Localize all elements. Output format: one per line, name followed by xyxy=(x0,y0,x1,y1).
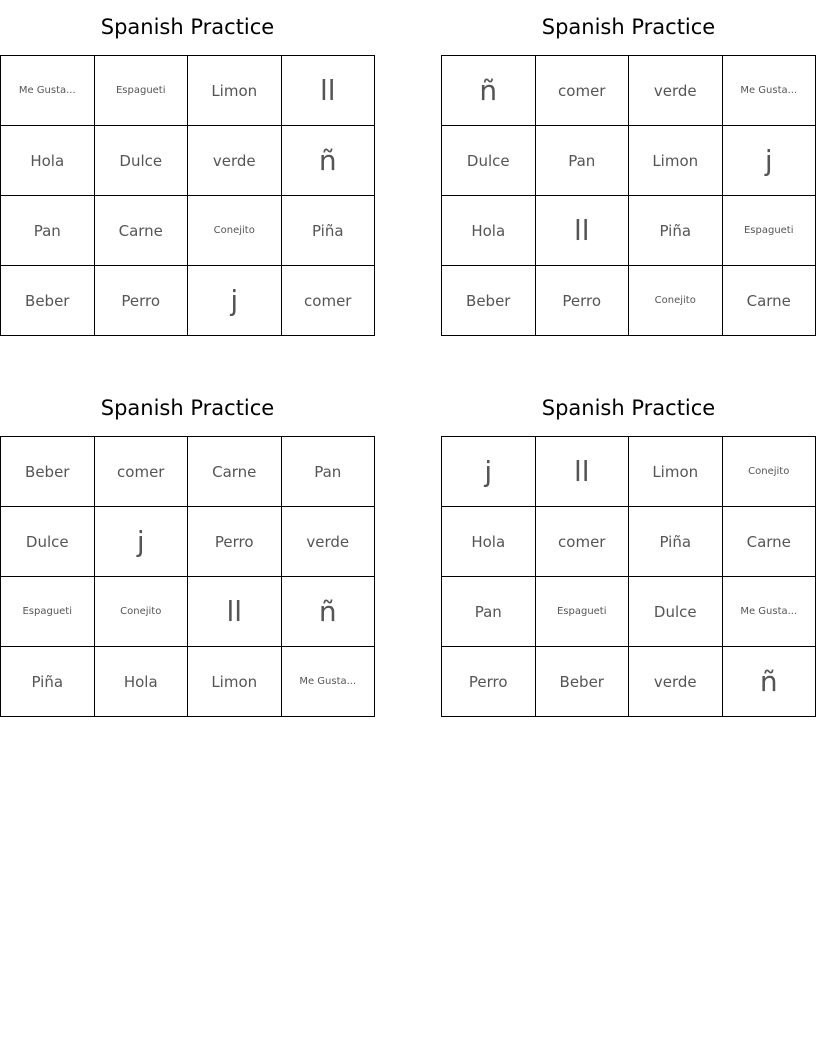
bingo-cell: Espagueti xyxy=(723,196,816,266)
bingo-card-3 xyxy=(0,381,375,717)
bingo-cell: comer xyxy=(282,266,376,336)
bingo-cell: Piña xyxy=(629,196,723,266)
bingo-cell: Me Gusta... xyxy=(723,56,816,126)
bingo-cell: ll xyxy=(536,196,630,266)
bingo-grid xyxy=(441,436,816,717)
bingo-cell: Conejito xyxy=(723,437,816,507)
bingo-cell: ñ xyxy=(442,56,536,126)
bingo-cell: Limon xyxy=(629,126,723,196)
bingo-cell: ll xyxy=(188,577,282,647)
bingo-cell: Carne xyxy=(188,437,282,507)
bingo-cell: Dulce xyxy=(95,126,189,196)
bingo-cell: Perro xyxy=(95,266,189,336)
bingo-cell: Pan xyxy=(282,437,376,507)
bingo-cell: comer xyxy=(536,56,630,126)
bingo-grid xyxy=(0,55,375,336)
bingo-grid xyxy=(441,55,816,336)
bingo-cell: Dulce xyxy=(442,126,536,196)
bingo-cell: Carne xyxy=(723,507,816,577)
bingo-cell: ñ xyxy=(723,647,816,717)
bingo-cell: Me Gusta... xyxy=(282,647,376,717)
card-title: Spanish Practice xyxy=(541,15,716,39)
card-title: Spanish Practice xyxy=(100,15,275,39)
bingo-cell: Hola xyxy=(442,507,536,577)
bingo-cell: verde xyxy=(282,507,376,577)
bingo-cell: Hola xyxy=(442,196,536,266)
bingo-cell: ll xyxy=(282,56,376,126)
bingo-cell: Perro xyxy=(442,647,536,717)
bingo-cell: comer xyxy=(536,507,630,577)
bingo-cell: Dulce xyxy=(1,507,95,577)
bingo-cell: ñ xyxy=(282,577,376,647)
bingo-cell: Carne xyxy=(723,266,816,336)
bingo-card-1 xyxy=(0,0,375,336)
bingo-cell: Beber xyxy=(442,266,536,336)
bingo-cell: Perro xyxy=(188,507,282,577)
bingo-cell: Pan xyxy=(442,577,536,647)
bingo-card-2 xyxy=(441,0,816,336)
bingo-grid xyxy=(0,436,375,717)
bingo-cell: Pan xyxy=(1,196,95,266)
bingo-cell: j xyxy=(442,437,536,507)
bingo-cell: Conejito xyxy=(95,577,189,647)
bingo-cell: Perro xyxy=(536,266,630,336)
bingo-cell: Limon xyxy=(629,437,723,507)
bingo-cell: verde xyxy=(629,56,723,126)
bingo-cell: Beber xyxy=(1,266,95,336)
bingo-cell: j xyxy=(188,266,282,336)
bingo-cell: Espagueti xyxy=(95,56,189,126)
bingo-cell: Piña xyxy=(629,507,723,577)
bingo-cell: verde xyxy=(188,126,282,196)
bingo-cell: Beber xyxy=(536,647,630,717)
bingo-cell: ll xyxy=(536,437,630,507)
card-title: Spanish Practice xyxy=(541,396,716,420)
bingo-cell: Carne xyxy=(95,196,189,266)
bingo-cell: comer xyxy=(95,437,189,507)
bingo-cell: verde xyxy=(629,647,723,717)
bingo-cell: Beber xyxy=(1,437,95,507)
bingo-card-4 xyxy=(441,381,816,717)
bingo-cell: Conejito xyxy=(629,266,723,336)
bingo-cell: Piña xyxy=(282,196,376,266)
bingo-cell: Piña xyxy=(1,647,95,717)
bingo-cell: Hola xyxy=(95,647,189,717)
bingo-cell: Me Gusta... xyxy=(723,577,816,647)
card-title: Spanish Practice xyxy=(100,396,275,420)
bingo-cell: Espagueti xyxy=(1,577,95,647)
bingo-cell: Espagueti xyxy=(536,577,630,647)
bingo-cell: j xyxy=(723,126,816,196)
bingo-cell: Limon xyxy=(188,647,282,717)
bingo-cell: Hola xyxy=(1,126,95,196)
bingo-cell: j xyxy=(95,507,189,577)
bingo-cell: Conejito xyxy=(188,196,282,266)
bingo-cell: Limon xyxy=(188,56,282,126)
bingo-cell: Dulce xyxy=(629,577,723,647)
bingo-cell: ñ xyxy=(282,126,376,196)
bingo-cell: Me Gusta... xyxy=(1,56,95,126)
bingo-cell: Pan xyxy=(536,126,630,196)
